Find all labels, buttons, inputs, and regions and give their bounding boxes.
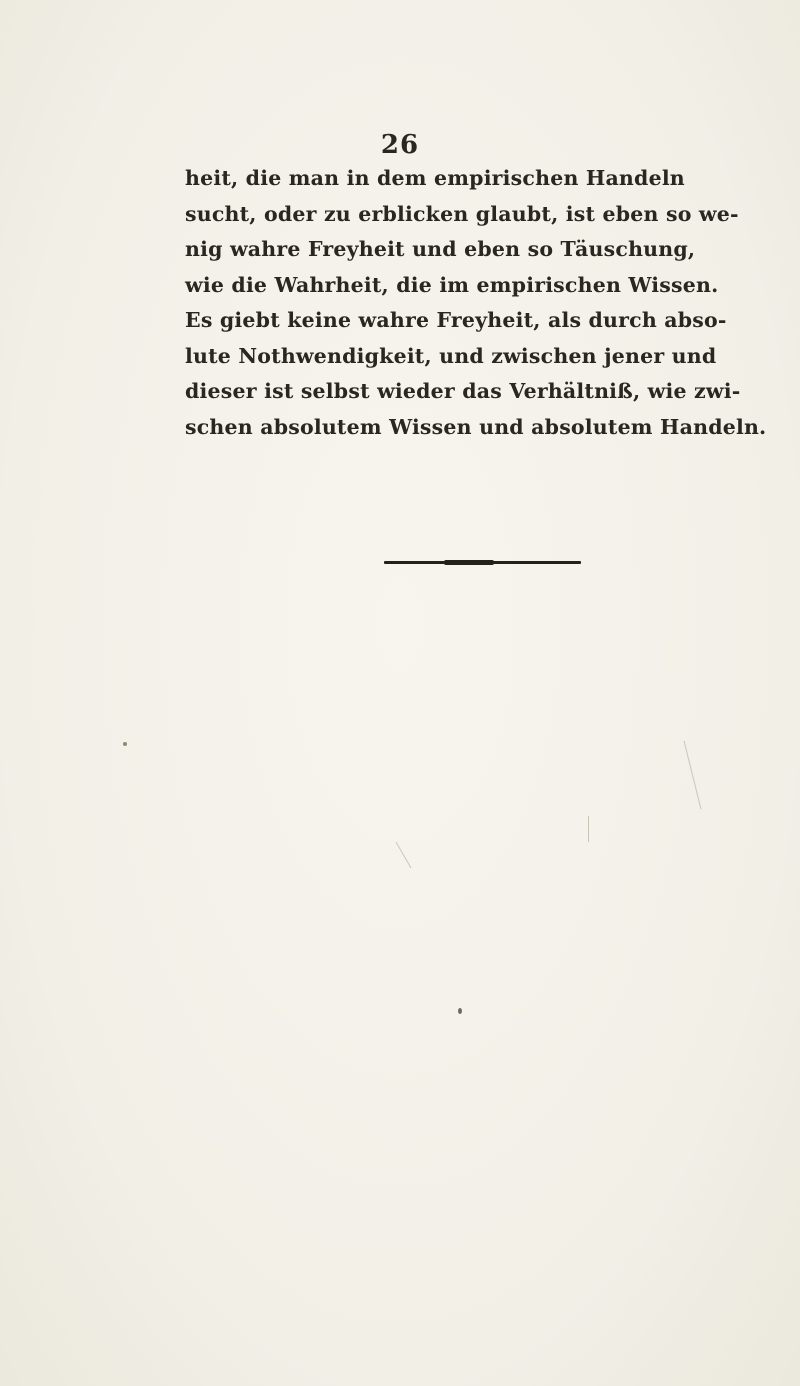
text-line: schen absolutem Wissen und absolutem Handeln. xyxy=(185,414,767,439)
ink-speck xyxy=(458,1008,462,1014)
section-end-rule xyxy=(384,561,581,564)
body-text xyxy=(185,161,767,445)
text-line: sucht, oder zu erblicken glaubt, ist eben so we- xyxy=(185,201,739,226)
text-line: dieser ist selbst wieder das Verhältniß, wie zwi- xyxy=(185,379,741,403)
page-number: 26 xyxy=(380,130,420,160)
text-line: wie die Wahrheit, die im empirischen Wissen. xyxy=(185,272,719,297)
ink-speck xyxy=(123,742,127,746)
text-line: lute Nothwendigkeit, und zwischen jener und xyxy=(185,343,717,368)
paper-fiber xyxy=(588,816,589,842)
text-line: nig wahre Freyheit und eben so Täuschung, xyxy=(185,237,696,261)
text-line: heit, die man in dem empirischen Handeln xyxy=(185,166,685,190)
paper-fiber xyxy=(396,842,412,868)
text-line: Es giebt keine wahre Freyheit, als durch abso- xyxy=(185,308,727,332)
paper-fiber xyxy=(684,741,702,809)
